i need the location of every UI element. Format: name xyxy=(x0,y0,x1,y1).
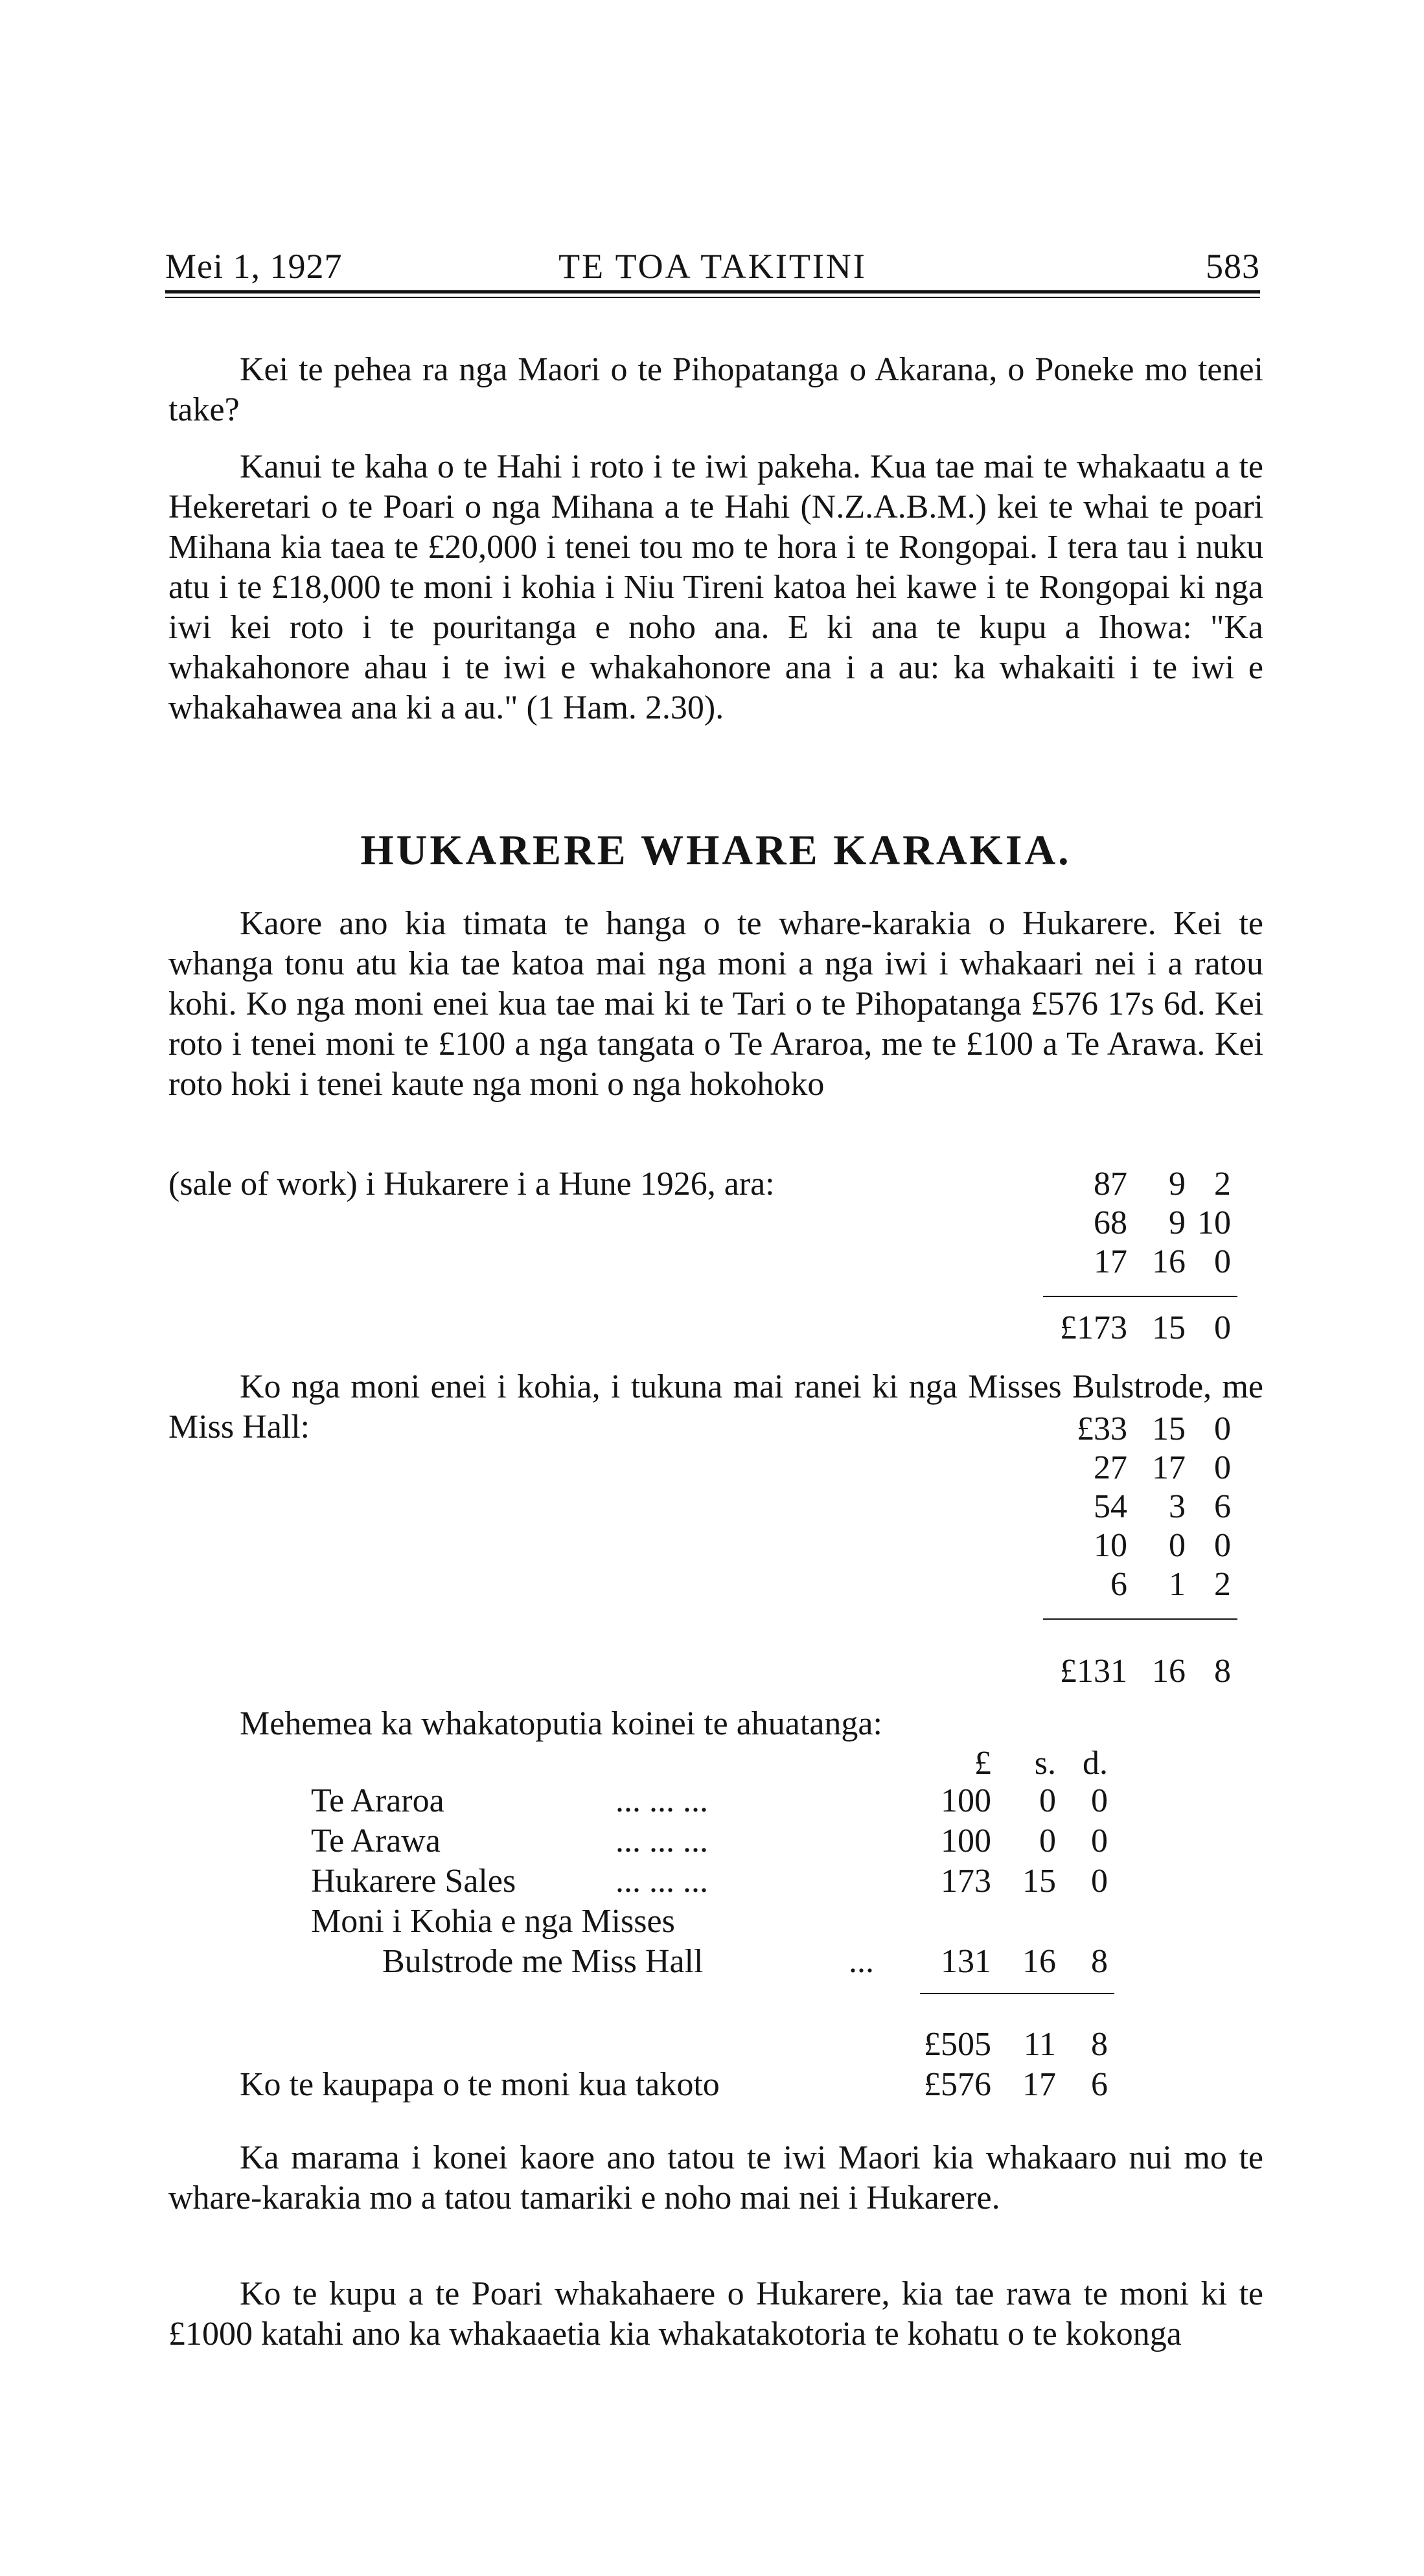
sum-rule xyxy=(1043,1618,1237,1620)
pence-header: d. xyxy=(1083,1745,1108,1782)
header-rule-thin xyxy=(165,297,1260,298)
misses-paragraph: Ko nga moni enei i kohia, i tukuna mai ranei ki nga Misses Bulstrode, me Miss Hall: xyxy=(168,1368,1263,1445)
collection-row: 6 1 2 xyxy=(1110,1566,1231,1603)
collection-row: 54 3 6 xyxy=(1094,1488,1231,1525)
summary-row-te-araroa: Te Araroa ... ... ... 100 0 0 xyxy=(311,1782,1108,1819)
sum-rule xyxy=(920,1993,1114,1994)
collection-row: 27 17 0 xyxy=(1094,1449,1231,1486)
sale-of-work-line: (sale of work) i Hukarere i a Hune 1926, ara: xyxy=(168,1166,775,1202)
intro-question: Kei te pehea ra nga Maori o te Pihopatanga o Akarana, o Poneke mo tenei take? xyxy=(168,351,1263,428)
page-number: 583 xyxy=(1206,247,1260,286)
collection-row: £33 15 0 xyxy=(1077,1410,1231,1447)
sale-row: 87 9 2 xyxy=(1094,1166,1231,1202)
summary-row-hukarere-sales: Hukarere Sales ... ... ... 173 15 0 xyxy=(311,1863,1108,1900)
total-row: £173 15 0 xyxy=(1060,1309,1231,1346)
sale-row: 17 16 0 xyxy=(1094,1243,1231,1280)
shillings-header: s. xyxy=(1034,1745,1056,1782)
fund-total-row: Ko te kaupapa o te moni kua takoto £576 17 6 xyxy=(240,2066,1108,2103)
marama-paragraph: Ka marama i konei kaore ano tatou te iwi Maori kia whakaaro nui mo te whare-karakia mo a tatou tamariki e noho mai nei i Hukarere. xyxy=(168,2139,1263,2216)
sale-of-work-total xyxy=(1024,1309,1257,1348)
summary-header-row xyxy=(907,1744,1166,1784)
issue-date: Mei 1, 1927 xyxy=(165,247,343,286)
misses-collection-table xyxy=(1024,1410,1257,1604)
poari-paragraph: Ko te kupu a te Poari whakahaere o Hukarere, kia tae rawa te moni ki te £1000 katahi ano ka whakaaetia kia whakatakotoria te kohatu o te kokonga xyxy=(168,2275,1263,2352)
pounds-header: £ xyxy=(974,1745,991,1782)
summary-row-te-arawa: Te Arawa ... ... ... 100 0 0 xyxy=(311,1823,1108,1859)
summary-total-row: £505 11 8 xyxy=(924,2026,1108,2063)
hukarere-paragraph: Kaore ano kia timata te hanga o te whare-karakia o Hukarere. Kei te whanga tonu atu kia tae katoa mai nga moni a nga iwi i whakaari nei i a ratou kohi. Ko nga moni enei kua tae mai ki te Tari o te Pihopatanga £576 17s 6d. Kei roto i tenei moni te £100 a nga tangata o Te Araroa, me te £100 a Te Arawa. Kei roto hoki i tenei kaute nga moni o nga hokohoko xyxy=(168,905,1263,1103)
summary-row-moni-kohia: Moni i Kohia e nga Misses xyxy=(311,1903,675,1940)
misses-collection-total xyxy=(1024,1652,1257,1691)
running-head xyxy=(165,246,1260,292)
total-row: £131 16 8 xyxy=(1060,1653,1231,1690)
collection-row: 10 0 0 xyxy=(1094,1527,1231,1564)
sum-rule xyxy=(1043,1296,1237,1297)
publication-title: TE TOA TAKITINI xyxy=(558,247,867,286)
summary-row-bulstrode-hall: Bulstrode me Miss Hall ... 131 16 8 xyxy=(382,1943,1108,1980)
section-heading: HUKARERE WHARE KARAKIA. xyxy=(360,827,1072,874)
sale-row: 68 9 10 xyxy=(1094,1204,1231,1241)
summary-intro: Mehemea ka whakatoputia koinei te ahuatanga: xyxy=(240,1705,882,1742)
sale-of-work-table xyxy=(1024,1165,1257,1282)
header-rule xyxy=(165,290,1260,293)
intro-paragraph: Kanui te kaha o te Hahi i roto i te iwi pakeha. Kua tae mai te whakaatu a te Hekeretari o te Poari o nga Mihana a te Hahi (N.Z.A.B.M.) kei te whai te poari Mihana kia taea te £20,000 i tenei tou mo te hora i te Rongopai. I tera tau i nuku atu i te £18,000 te moni i kohia i Niu Tireni katoa hei kawe i te Rongopai ki nga iwi kei roto i te pouritanga e noho ana. E ki ana te kupu a Ihowa: "Ka whakahonore ahau i te iwi e whakahonore ana i a au: ka whakaiti i te iwi e whakahawea ana ki a au." (1 Ham. 2.30). xyxy=(168,448,1263,726)
